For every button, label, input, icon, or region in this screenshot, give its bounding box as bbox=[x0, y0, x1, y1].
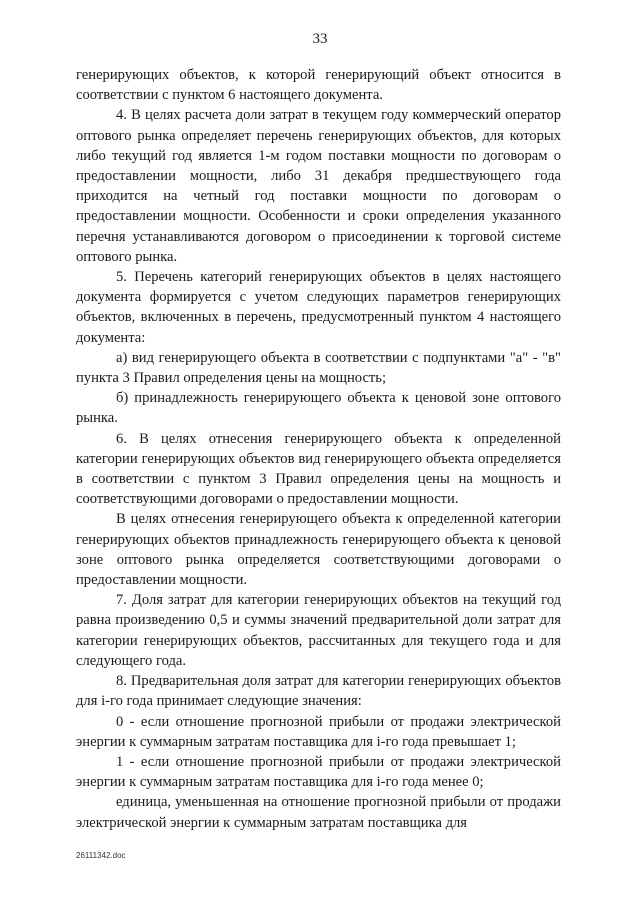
paragraph-clause-7: 7. Доля затрат для категории генерирующих объектов на текущий год равна произведению 0,5 и суммы значений предварительной доли затрат для категории генерирующих объектов, рассчитанных для текущего года и для следующего года. bbox=[76, 592, 561, 669]
paragraph-subclause-b: б) принадлежность генерирующего объекта к ценовой зоне оптового рынка. bbox=[76, 390, 561, 427]
footer-filename: 26111342.doc bbox=[76, 851, 126, 860]
paragraph-clause-4: 4. В целях расчета доли затрат в текущем году коммерческий оператор оптового рынка определяет перечень генерирующих объектов, для которых либо текущий год является 1-м годом поставки мощности по договорам о предоставлении мощности, либо 31 декабря предшествующего года приходится на четный год поставки мощности по договорам о предоставлении мощности. Особенности и сроки определения указанного перечня устанавливаются договором о присоединении к торговой системе оптового рынка. bbox=[76, 107, 561, 265]
paragraph-clause-8: 8. Предварительная доля затрат для категории генерирующих объектов для i-го года принимает следующие значения: bbox=[76, 673, 561, 710]
page-number: 33 bbox=[312, 31, 328, 47]
paragraph-value-zero: 0 - если отношение прогнозной прибыли от продажи электрической энергии к суммарным затратам поставщика для i-го года превышает 1; bbox=[76, 713, 561, 750]
paragraph-continuation: генерирующих объектов, к которой генерирующий объект относится в соответствии с пунктом 6 настоящего документа. bbox=[76, 67, 561, 104]
document-body bbox=[76, 65, 561, 833]
paragraph-value-one: 1 - если отношение прогнозной прибыли от продажи электрической энергии к суммарным затратам поставщика для i-го года менее 0; bbox=[76, 753, 561, 791]
paragraph-clause-6: 6. В целях отнесения генерирующего объекта к определенной категории генерирующих объектов вид генерирующего объекта определяется в соответствии с пунктом 3 Правил определения цены на мощность и соответствующими договорами о предоставлении мощности. bbox=[76, 430, 561, 508]
paragraph-subclause-a: а) вид генерирующего объекта в соответствии с подпунктами "а" - "в" пункта 3 Правил определения цены на мощность; bbox=[76, 349, 561, 387]
paragraph-clause-6-continued: В целях отнесения генерирующего объекта к определенной категории генерирующих объектов принадлежность генерирующего объекта к ценовой зоне оптового рынка определяется соответствующими договорами о предоставлении мощности. bbox=[76, 511, 561, 589]
paragraph-clause-5: 5. Перечень категорий генерирующих объектов в целях настоящего документа формируется с учетом следующих параметров генерирующих объектов, включенных в перечень, предусмотренный пунктом 4 настоящего документа: bbox=[76, 269, 561, 346]
paragraph-value-formula: единица, уменьшенная на отношение прогнозной прибыли от продажи электрической энергии к суммарным затратам поставщика для bbox=[76, 794, 561, 831]
